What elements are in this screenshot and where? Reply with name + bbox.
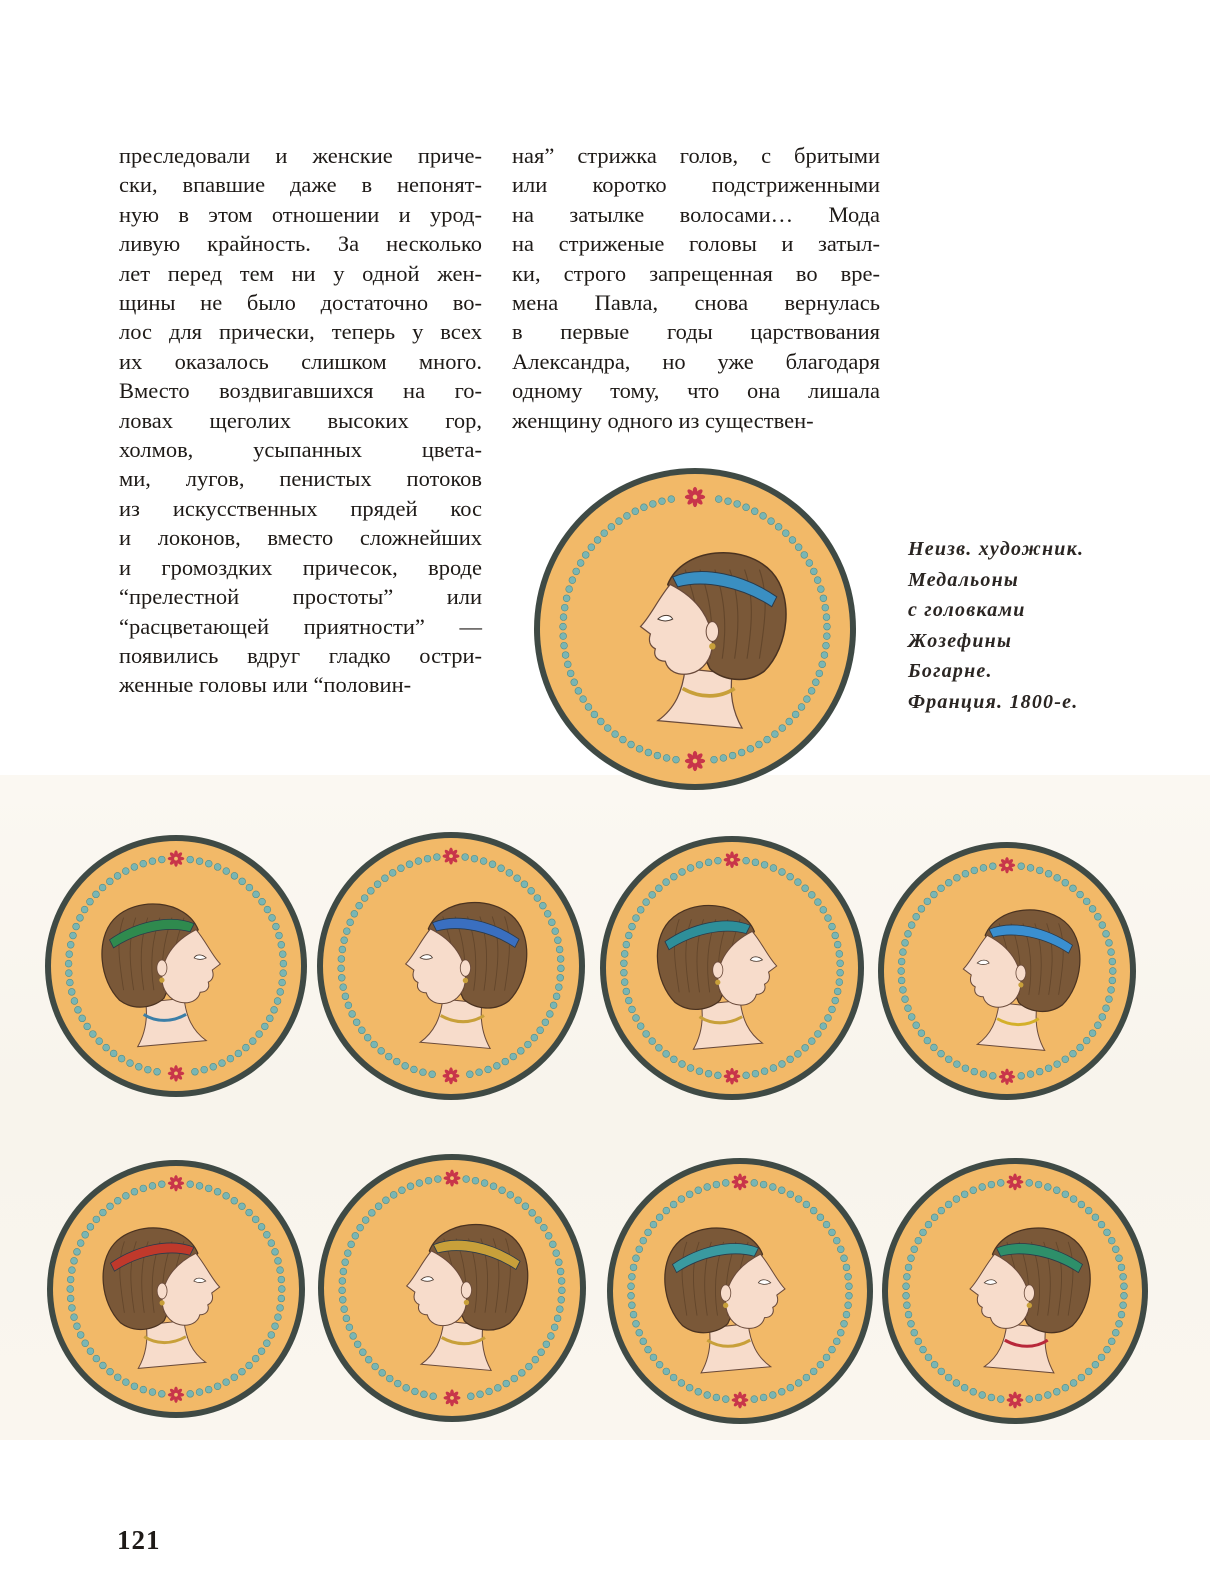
medallion [314, 830, 588, 1102]
caption-line: Франция. 1800-е. [908, 690, 1079, 713]
rosette-icon [444, 1389, 461, 1406]
text-line: и локонов, вместо сложнейших [119, 525, 482, 551]
text-line: лет перед тем ни у одной жен- [119, 260, 482, 286]
text-line: мена Павла, снова вернулась [512, 290, 880, 316]
text-line: преследовали и женские приче- [119, 143, 482, 168]
medallion [605, 1156, 875, 1426]
rosette-icon [724, 851, 741, 868]
medallion-top [532, 458, 858, 800]
text-line: ливую крайность. За несколько [119, 231, 482, 257]
text-column-right [512, 141, 880, 435]
rosette-icon [999, 1069, 1015, 1085]
rosette-icon [685, 487, 705, 507]
text-line: ловах щеголих высоких гор, [119, 407, 482, 433]
text-line: одному тому, что она лишала [512, 378, 880, 404]
text-line: на затылке волосами… Мода [512, 201, 880, 227]
rosette-icon [732, 1392, 749, 1409]
rosette-icon [724, 1068, 741, 1085]
text-line: из искусственных прядей кос [119, 495, 482, 521]
medallion [45, 1153, 307, 1425]
text-line: в первые годы царствования [512, 319, 880, 345]
caption-line: Медальоны [908, 568, 1019, 591]
text-line: женщину одного из существен- [512, 407, 814, 433]
medallion [870, 840, 1144, 1102]
text-line: ски, впавшие даже в непонят- [119, 172, 482, 198]
rosette-icon [168, 1387, 184, 1403]
text-line: Вместо воздвигавшихся на го- [119, 378, 482, 404]
caption-line: Богарне. [908, 660, 993, 682]
text-line: ную в этом отношении и урод- [119, 201, 482, 227]
rosette-icon [1007, 1392, 1024, 1409]
text-line: холмов, усыпанных цвета- [119, 437, 482, 463]
medallion [597, 834, 867, 1102]
text-line: щины не было достаточно во- [119, 290, 482, 316]
caption-line: Жозефины [908, 629, 1013, 652]
text-line: “прелестной простоты” или [119, 584, 482, 610]
text-line: или коротко подстриженными [512, 172, 880, 198]
rosette-icon [168, 1065, 185, 1082]
rosette-icon [732, 1174, 749, 1191]
figure-caption [908, 534, 1168, 717]
medallion [880, 1156, 1150, 1426]
text-column-left [119, 141, 482, 700]
text-line: и громоздких причесок, вроде [119, 554, 482, 580]
text-line: на стриженые головы и затыл- [512, 231, 880, 257]
caption-line: Неизв. художник. [908, 538, 1085, 560]
page-number: 121 [117, 1525, 161, 1555]
caption-line: с головками [908, 599, 1026, 621]
medallion [43, 830, 309, 1102]
rosette-icon [443, 1067, 460, 1084]
text-line: ная” стрижка голов, с бритыми [512, 143, 880, 168]
text-line: ми, лугов, пенистых потоков [119, 466, 482, 492]
text-line: Александра, но уже благодаря [512, 348, 880, 374]
rosette-icon [168, 1175, 184, 1191]
text-line: появились вдруг гладко остри- [119, 642, 482, 668]
rosette-icon [168, 850, 185, 867]
text-line: лос для прически, теперь у всех [119, 319, 482, 345]
rosette-icon [685, 751, 705, 771]
text-line: “расцветающей приятности” — [119, 613, 482, 639]
rosette-icon [443, 848, 460, 865]
text-line: их оказалось слишком много. [119, 348, 482, 374]
rosette-icon [444, 1170, 461, 1187]
medallion [316, 1150, 588, 1426]
text-line: женные головы или “половин- [119, 672, 412, 698]
rosette-icon [999, 857, 1015, 873]
text-line: ки, строго запрещенная во вре- [512, 260, 880, 286]
rosette-icon [1007, 1174, 1024, 1191]
